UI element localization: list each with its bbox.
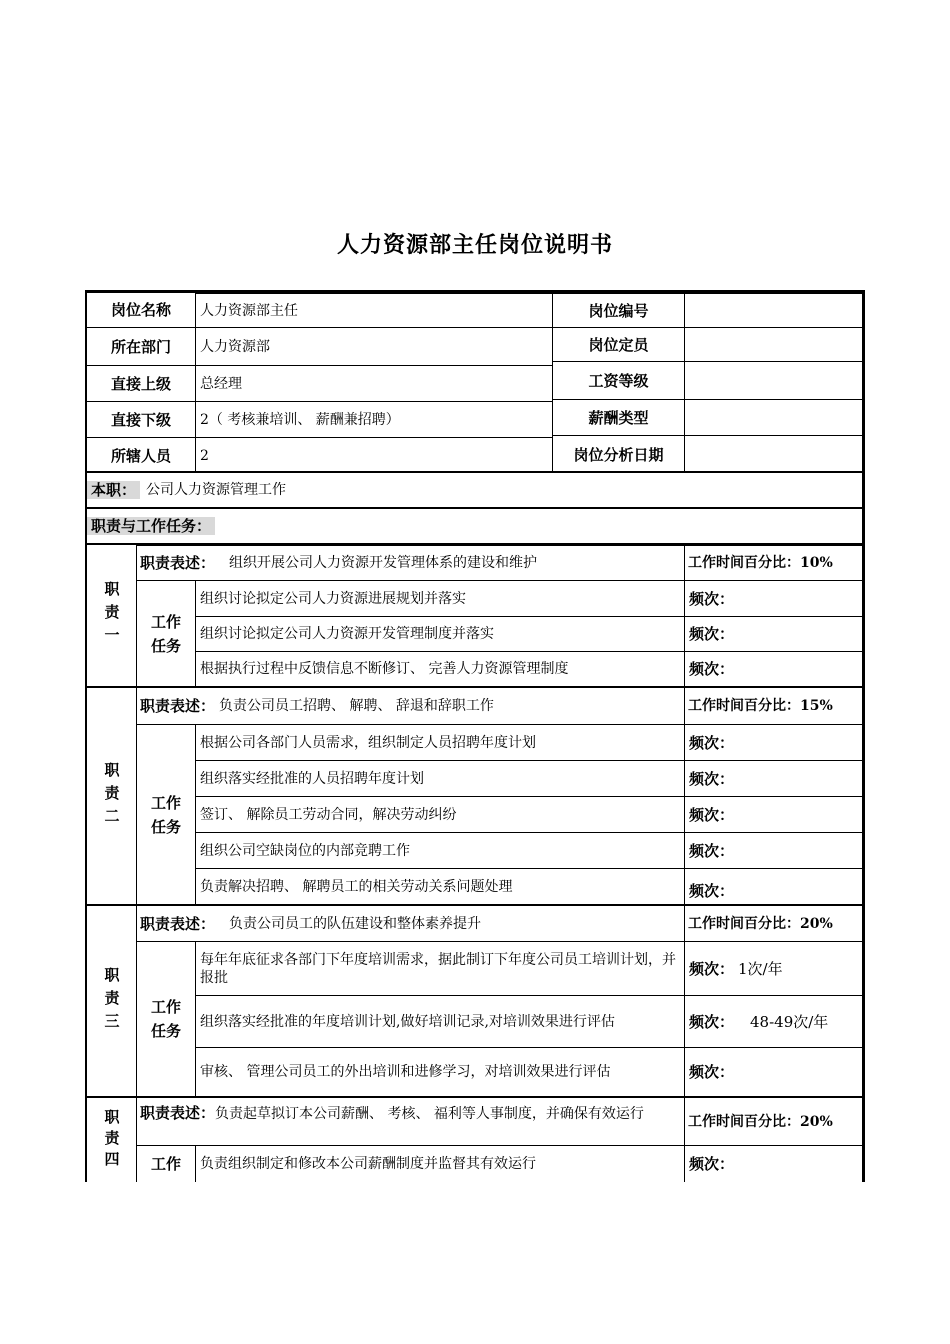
duty-1-percent-cell: [684, 545, 862, 580]
duty-3-task-2: 组织落实经批准的年度培训计划,做好培训记录,对培训效果进行评估: [195, 995, 684, 1047]
duty-2-task-3-freq: 频次：: [684, 796, 862, 832]
duty-2-percent: 15%: [800, 698, 833, 714]
percent-label: 工作时间百分比：: [688, 555, 800, 571]
wage-label: 工资等级: [552, 361, 684, 399]
duty-2-task-4-freq: 频次：: [684, 832, 862, 868]
duty-4-task-1: 负责组织制定和修改本公司薪酬制度并监督其有效运行: [195, 1145, 684, 1182]
department-label: 所在部门: [87, 327, 195, 365]
pay-type-label: 薪酬类型: [552, 399, 684, 435]
statement-label: 职责表述：: [140, 1104, 216, 1122]
duty-1-task-2: 组织讨论拟定公司人力资源开发管理制度并落实: [195, 616, 684, 651]
position-name-value: 人力资源部主任: [195, 293, 552, 327]
superior-value: 总经理: [195, 365, 552, 401]
duty-1-percent: 10%: [800, 555, 833, 571]
duty-2-task-5: 负责解决招聘、 解聘员工的相关劳动关系问题处理: [195, 868, 684, 904]
wage-value: [684, 361, 862, 399]
superior-label: 直接上级: [87, 365, 195, 401]
duty-2-name: 职责二: [102, 761, 121, 831]
duty-3-statement: 负责公司员工的队伍建设和整体素养提升: [229, 915, 482, 932]
duty-2-task-2-freq: 频次：: [684, 760, 862, 796]
duty-1-task-1-freq: 频次：: [684, 580, 862, 616]
duty-1-name: 职责一: [102, 581, 121, 650]
main-duty-label: 本职：: [87, 481, 140, 499]
subordinate-label: 直接下级: [87, 401, 195, 437]
duty-4-percent: 20%: [800, 1113, 833, 1130]
duty-2-statement-row: [136, 688, 684, 724]
headcount-label: 岗位定员: [552, 327, 684, 361]
analysis-date-label: 岗位分析日期: [552, 435, 684, 473]
duty-2-task-5-freq: 频次：: [684, 868, 862, 904]
main-duty-row: [87, 473, 862, 507]
position-no-value: [684, 293, 862, 327]
duties-header: 职责与工作任务：: [87, 517, 215, 535]
duty-2-task-label: 工作任务: [136, 724, 195, 904]
duty-3-name: 职责三: [102, 966, 121, 1036]
duty-2-task-3: 签订、 解除员工劳动合同，解决劳动纠纷: [195, 796, 684, 832]
duty-4-name: 职责四: [102, 1108, 121, 1172]
headcount-value: [684, 327, 862, 361]
duty-1-task-label: 工作任务: [136, 580, 195, 686]
duty-2-task-4: 组织公司空缺岗位的内部竞聘工作: [195, 832, 684, 868]
duty-3-task-label: 工作任务: [136, 941, 195, 1096]
duty-3-task-1-freq: 频次： 1次/年: [684, 941, 862, 995]
staff-value: 2: [195, 437, 552, 473]
position-no-label: 岗位编号: [552, 293, 684, 327]
duty-2-statement: 负责公司员工招聘、 解聘、 辞退和辞职工作: [219, 698, 494, 714]
duty-1-statement-row: [136, 545, 684, 580]
duty-2-task-1-freq: 频次：: [684, 724, 862, 760]
duty-1-statement: 组织开展公司人力资源开发管理体系的建设和维护: [229, 555, 538, 571]
subordinate-value: 2（ 考核兼培训、 薪酬兼招聘）: [195, 401, 552, 437]
duty-1-task-3-freq: 频次：: [684, 651, 862, 686]
pay-type-value: [684, 399, 862, 435]
main-duty-value: 公司人力资源管理工作: [146, 482, 287, 498]
duty-1-task-2-freq: 频次：: [684, 616, 862, 651]
staff-label: 所辖人员: [87, 437, 195, 473]
duty-3-task-2-freq: 频次： 48-49次/年: [684, 995, 862, 1047]
duty-4-statement-row: [136, 1098, 684, 1145]
duty-2-percent-cell: 工作时间百分比： 15%: [684, 688, 862, 724]
duty-2-task-2: 组织落实经批准的人员招聘年度计划: [195, 760, 684, 796]
duty-3-task-3: 审核、 管理公司员工的外出培训和进修学习，对培训效果进行评估: [195, 1047, 684, 1096]
duty-3-percent-cell: 工作时间百分比： 20%: [684, 906, 862, 941]
duty-2-task-1: 根据公司各部门人员需求，组织制定人员招聘年度计划: [195, 724, 684, 760]
position-name-label: 岗位名称: [110, 301, 171, 319]
duty-3-statement-row: [136, 906, 684, 941]
duty-4-task-1-freq: 频次：: [684, 1145, 862, 1182]
duty-3-percent: 20%: [800, 915, 833, 932]
duty-1-task-3: 根据执行过程中反馈信息不断修订、 完善人力资源管理制度: [195, 651, 684, 686]
statement-label: 职责表述：: [140, 697, 216, 715]
department-value: 人力资源部: [195, 327, 552, 365]
statement-label: 职责表述：: [140, 914, 216, 933]
duty-3-task-1: 每年年底征求各部门下年度培训需求，据此制订下年度公司员工培训计划，并报批: [195, 941, 684, 995]
duty-1-task-1: 组织讨论拟定公司人力资源进展规划并落实: [195, 580, 684, 616]
analysis-date-value: [684, 435, 862, 473]
duties-header-row: [87, 509, 862, 543]
duty-4-percent-cell: 工作时间百分比： 20%: [684, 1098, 862, 1145]
duty-4-statement: 负责起草拟订本公司薪酬、 考核、 福利等人事制度，并确保有效运行: [215, 1106, 644, 1122]
statement-label: 职责表述：: [140, 554, 216, 572]
duty-4-task-label: 工作: [136, 1145, 195, 1182]
document-title: 人力资源部主任岗位说明书: [336, 233, 613, 258]
duty-3-task-3-freq: 频次：: [684, 1047, 862, 1096]
